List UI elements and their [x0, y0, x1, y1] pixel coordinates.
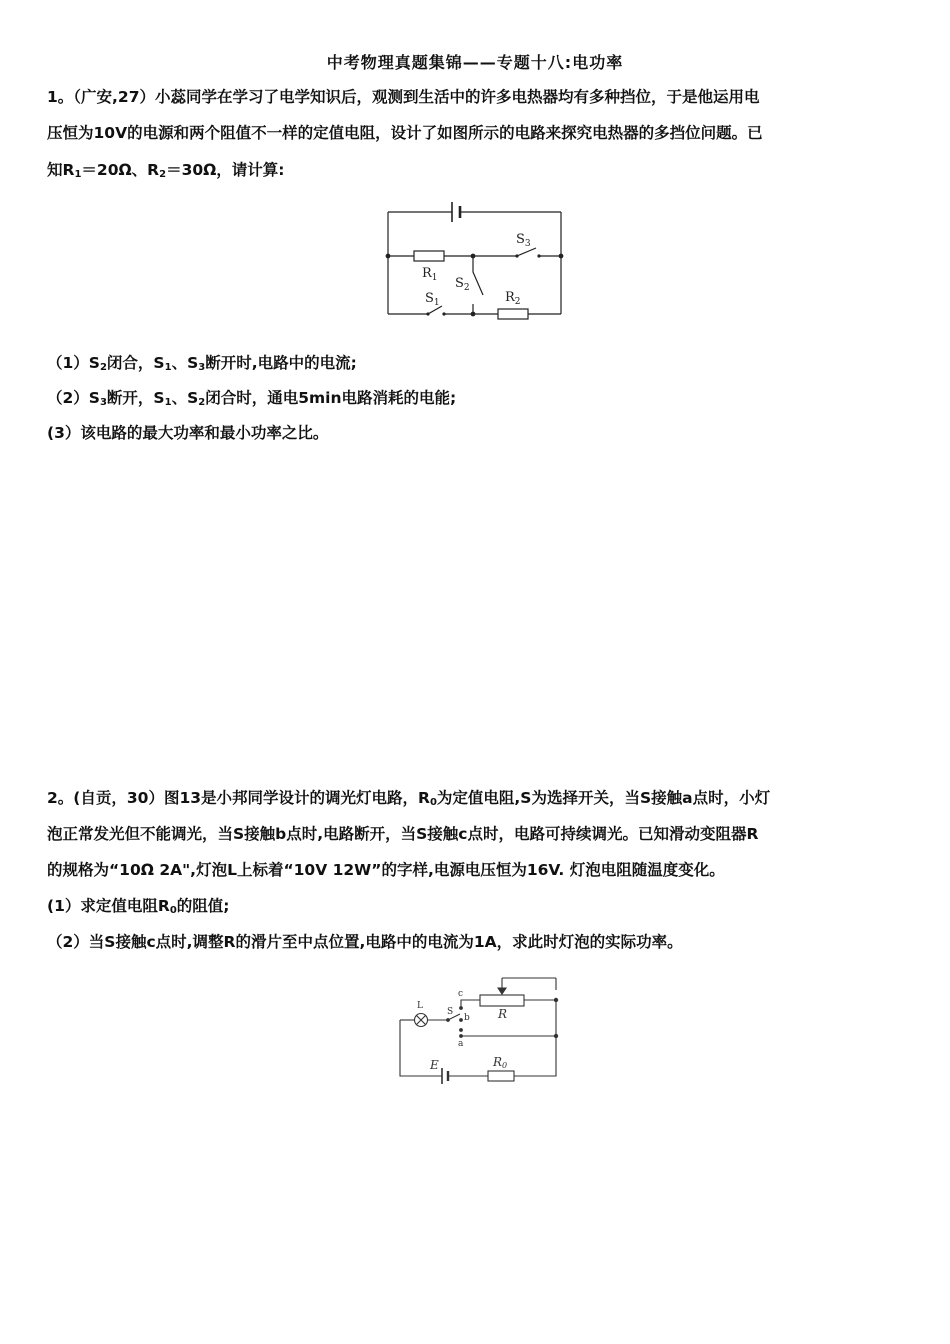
lamp-cross	[417, 1016, 426, 1025]
label-r0: R0	[493, 1055, 508, 1070]
q1-part-3: (3）该电路的最大功率和最小功率之比。	[47, 424, 329, 442]
contact-c	[459, 1006, 463, 1010]
wire-rheostat-right	[524, 1000, 556, 1036]
junction-dot	[554, 1034, 558, 1038]
q1-part-1: $(1)S_2$闭合，$S_1$、$S_3$断开时,电路中的电流;	[47, 354, 357, 373]
rheostat-slider-arrow	[498, 988, 506, 994]
q2-part-1: (1）求定值电阻$R_0$的阻值;	[47, 897, 230, 916]
junction-dot	[554, 998, 558, 1002]
label-s: S	[447, 1007, 454, 1017]
label-r2: $R_2$	[505, 290, 521, 307]
label-r1: $R_1$	[422, 266, 438, 283]
label-e: E	[430, 1058, 439, 1072]
resistor-r1	[414, 251, 444, 261]
junction-dot	[559, 254, 564, 259]
label-s1: $S_1$	[425, 291, 440, 308]
junction-dot	[386, 254, 391, 259]
label-l: L	[417, 1001, 423, 1011]
rheostat-slider-wire	[502, 978, 556, 992]
q2-line-2: 泡正常发光但不能调光，当S接触b点时,电路断开，当S接触c点时，电路可持续调光。已知滑动变阻器R	[47, 825, 759, 843]
switch-s2	[473, 256, 483, 314]
wire-lamp-switch	[428, 1014, 460, 1020]
label-s2: $S_2$	[455, 276, 470, 293]
junction-dot	[471, 254, 476, 259]
q1-circuit-diagram	[380, 192, 570, 324]
page-title: 中考物理真题集锦——专题十八:电功率	[326, 53, 624, 72]
q1-line-1: 1。（广安,27）小蕊同学在学习了电学知识后，观测到生活中的许多电热器均有多种挡位，于是他运用电	[47, 88, 760, 106]
q2-part-2: （2）当S接触c点时,调整R的滑片至中点位置,电路中的电流为1A，求此时灯泡的实际功率。	[47, 933, 683, 951]
contact-b	[459, 1018, 463, 1022]
resistor-r2	[498, 309, 528, 319]
label-b: b	[464, 1013, 470, 1023]
switch-contact	[515, 254, 518, 257]
q2-line-3: 的规格为“10Ω 2A",灯泡L上标着“10V 12W”的字样,电源电压恒为16V. 灯泡电阻随温度变化。	[47, 861, 725, 879]
switch-contact	[426, 312, 429, 315]
resistor-r0	[488, 1071, 514, 1081]
wire-c	[461, 1000, 480, 1008]
label-r: R	[498, 1007, 508, 1021]
q1-line-3: 知$R_1=20\Omega$、$R_2=30\Omega$，请计算:	[47, 161, 285, 180]
rheostat-r	[480, 995, 524, 1006]
switch-s3-blade	[517, 248, 536, 256]
junction-dot	[471, 312, 476, 317]
switch-contact	[537, 254, 540, 257]
q1-part-2: $(2)S_3$断开，$S_1$、$S_2$闭合时，通电5min电路消耗的电能;	[47, 389, 457, 408]
label-s3: $S_3$	[516, 232, 531, 249]
contact-a	[459, 1034, 463, 1038]
label-a: a	[458, 1039, 464, 1049]
q2-line-1: 2。(自贡，30）图13是小邦同学设计的调光灯电路，$R_0$为定值电阻,S为选择开关，当S接触a点时，小灯	[47, 789, 771, 808]
q2-circuit-diagram	[392, 970, 566, 1094]
switch-pivot	[446, 1018, 450, 1022]
q1-line-2: 压恒为10V的电源和两个阻值不一样的定值电阻，设计了如图所示的电路来探究电热器的多挡位问题。已	[47, 124, 763, 142]
label-c: c	[458, 989, 464, 999]
wire-frame	[388, 212, 561, 314]
contact-a-upper	[459, 1028, 463, 1032]
switch-contact	[442, 312, 445, 315]
